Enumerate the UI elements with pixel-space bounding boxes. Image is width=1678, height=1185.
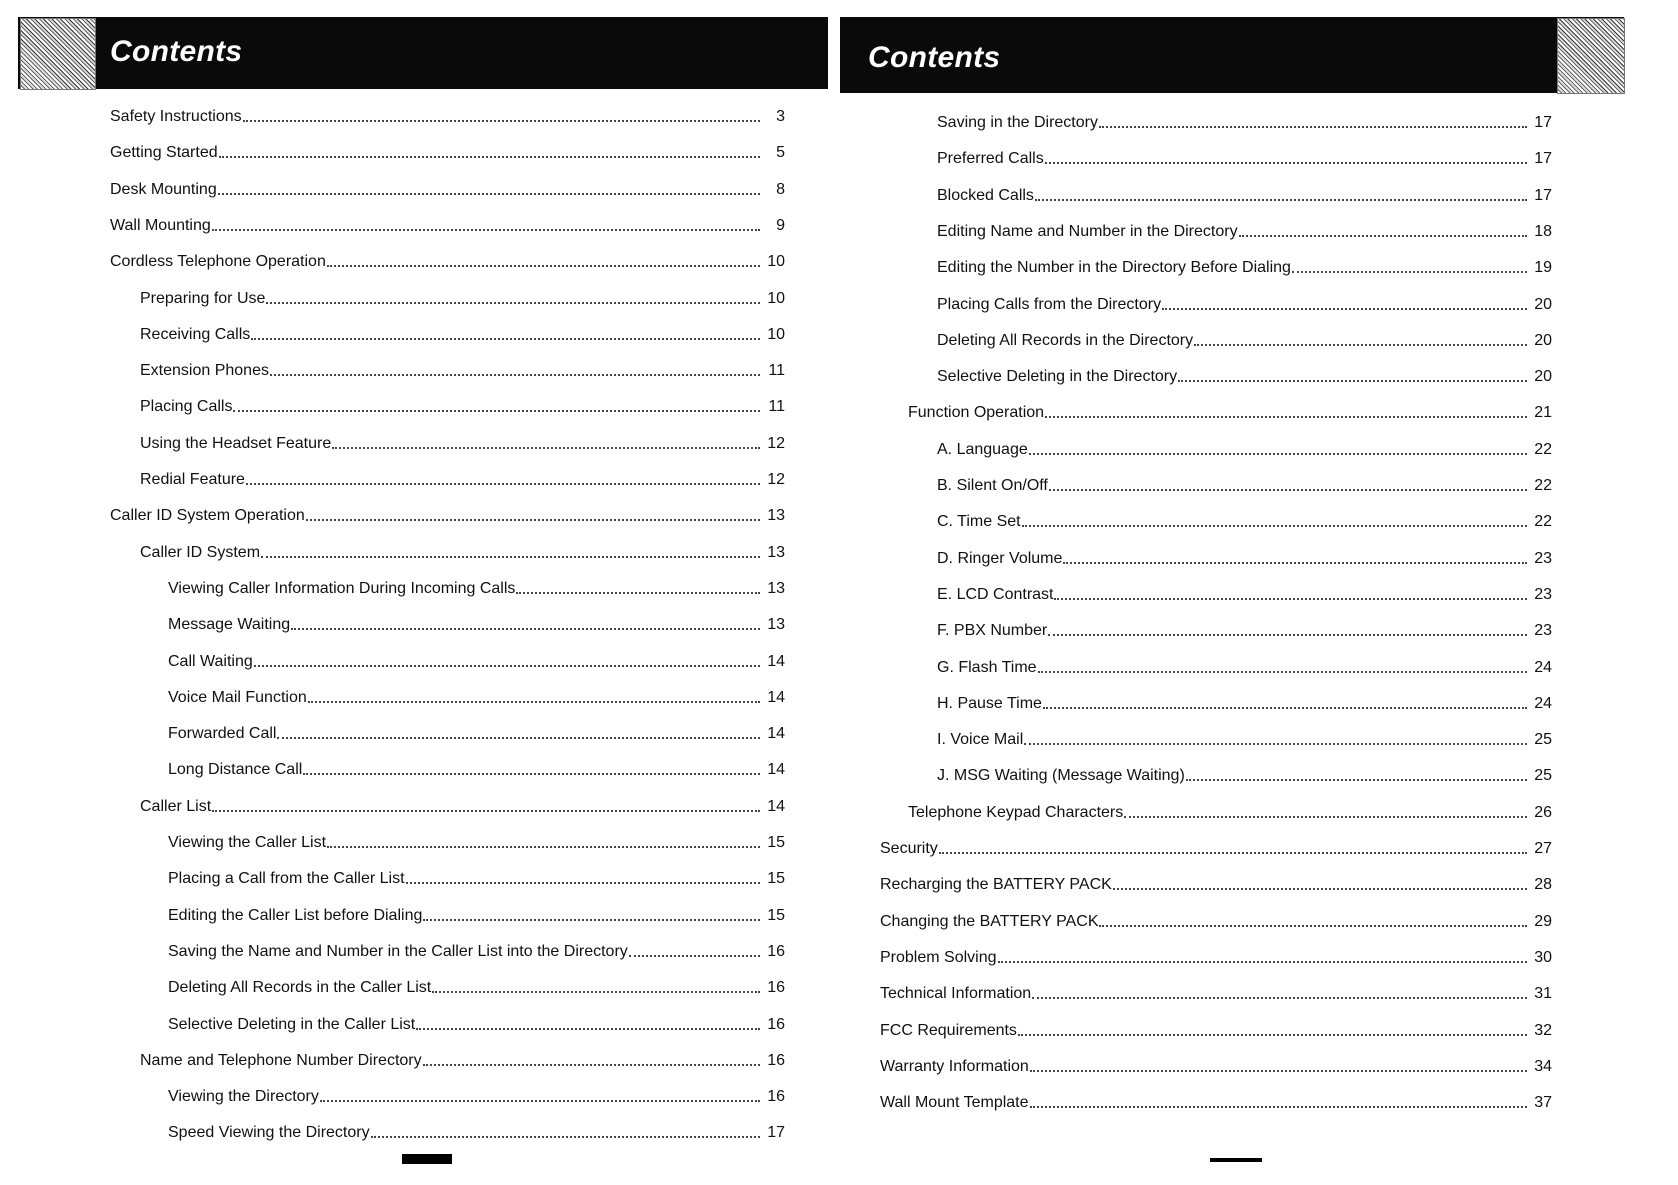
toc-entry-page: 19 <box>1534 259 1552 277</box>
toc-entry-title: H. Pause Time <box>937 694 1042 712</box>
toc-leader-dots <box>291 628 760 630</box>
toc-entry-title: G. Flash Time <box>937 658 1037 676</box>
toc-leader-dots <box>212 229 760 231</box>
toc-entry <box>140 433 785 455</box>
toc-entry <box>937 548 1552 570</box>
toc-entry <box>140 796 785 818</box>
toc-entry <box>168 651 785 673</box>
toc-entry-page: 16 <box>767 942 785 960</box>
toc-leader-dots <box>219 156 760 158</box>
toc-entry <box>937 112 1552 134</box>
toc-entry <box>140 396 785 418</box>
toc-entry <box>168 578 785 600</box>
toc-entry <box>140 469 785 491</box>
toc-leader-dots <box>251 338 760 340</box>
toc-entry-title: J. MSG Waiting (Message Waiting) <box>937 767 1185 785</box>
toc-entry <box>937 729 1552 751</box>
toc-entry-title: Deleting All Records in the Directory <box>937 331 1194 349</box>
toc-entry-title: Recharging the BATTERY PACK <box>880 876 1112 894</box>
toc-leader-dots <box>233 410 760 412</box>
toc-leader-dots <box>1018 1034 1527 1036</box>
left-corner-pattern <box>20 18 96 90</box>
toc-leader-dots <box>1038 671 1527 673</box>
toc-entry-page: 21 <box>1534 404 1552 422</box>
toc-entry <box>168 1014 785 1036</box>
toc-entry-title: Warranty Information <box>880 1057 1029 1075</box>
left-page-title: Contents <box>110 35 243 68</box>
toc-entry-title: Placing a Call from the Caller List <box>168 870 405 888</box>
toc-entry <box>168 1086 785 1108</box>
right-header-bar <box>840 17 1624 93</box>
toc-entry-title: Problem Solving <box>880 948 997 966</box>
toc-entry <box>880 947 1552 969</box>
toc-entry <box>140 324 785 346</box>
toc-entry <box>168 977 785 999</box>
toc-leader-dots <box>320 1100 760 1102</box>
toc-entry <box>937 439 1552 461</box>
toc-entry-title: Desk Mounting <box>110 180 217 198</box>
toc-entry-title: Using the Headset Feature <box>140 434 332 452</box>
toc-entry-page: 25 <box>1534 767 1552 785</box>
toc-entry <box>168 941 785 963</box>
toc-entry-page: 13 <box>767 507 785 525</box>
toc-entry <box>937 693 1552 715</box>
toc-entry-title: B. Silent On/Off <box>937 477 1048 494</box>
toc-entry-title: Safety Instructions <box>110 108 242 125</box>
toc-entry-title: A. Language <box>937 440 1028 458</box>
toc-entry-page: 16 <box>767 1015 785 1033</box>
toc-entry-page: 20 <box>1534 331 1552 349</box>
toc-entry-page: 17 <box>767 1124 785 1142</box>
toc-entry-title: E. LCD Contrast <box>937 585 1054 603</box>
toc-leader-dots <box>1292 271 1527 273</box>
toc-entry-title: Voice Mail Function <box>168 688 307 706</box>
toc-entry <box>937 475 1552 497</box>
toc-entry-title: Placing Calls from the Directory <box>937 295 1162 313</box>
toc-entry-title: Technical Information <box>880 985 1032 1003</box>
toc-entry-page: 8 <box>776 180 785 198</box>
toc-leader-dots <box>246 483 760 485</box>
toc-leader-dots <box>1043 707 1527 709</box>
toc-entry-title: Security <box>880 840 938 857</box>
toc-leader-dots <box>371 1136 760 1138</box>
toc-entry-page: 5 <box>776 144 785 162</box>
toc-entry <box>140 360 785 382</box>
toc-leader-dots <box>1029 453 1527 455</box>
toc-entry <box>168 868 785 890</box>
toc-entry-page: 15 <box>767 906 785 924</box>
toc-entry-title: Preparing for Use <box>140 289 266 307</box>
toc-leader-dots <box>432 991 760 993</box>
toc-leader-dots <box>254 665 760 667</box>
toc-leader-dots <box>303 773 760 775</box>
toc-leader-dots <box>423 919 760 921</box>
toc-leader-dots <box>1030 1070 1527 1072</box>
toc-entry-page: 11 <box>768 398 785 416</box>
toc-leader-dots <box>218 193 760 195</box>
toc-entry-page: 9 <box>776 216 785 234</box>
toc-entry <box>908 402 1552 424</box>
toc-leader-dots <box>327 265 760 267</box>
toc-entry <box>937 330 1552 352</box>
toc-entry-page: 29 <box>1534 912 1552 930</box>
toc-entry-title: Caller List <box>140 797 212 815</box>
toc-entry <box>110 179 785 201</box>
toc-entry-page: 12 <box>767 434 785 452</box>
toc-leader-dots <box>1194 344 1527 346</box>
toc-entry-page: 10 <box>767 325 785 343</box>
toc-leader-dots <box>306 519 760 521</box>
toc-entry-page: 13 <box>767 579 785 597</box>
toc-entry-title: Caller ID System Operation <box>110 507 305 525</box>
toc-entry-page: 18 <box>1534 222 1552 240</box>
left-footer-bar <box>402 1154 452 1164</box>
toc-entry-page: 14 <box>767 652 785 670</box>
toc-entry-title: FCC Requirements <box>880 1021 1017 1039</box>
toc-entry-title: Deleting All Records in the Caller List <box>168 979 432 997</box>
toc-leader-dots <box>1045 416 1527 418</box>
toc-leader-dots <box>1063 562 1527 564</box>
toc-leader-dots <box>1049 489 1527 491</box>
toc-leader-dots <box>423 1064 760 1066</box>
toc-entry <box>110 505 785 527</box>
toc-entry-page: 24 <box>1534 658 1552 676</box>
toc-entry-page: 13 <box>767 616 785 634</box>
toc-entry-page: 17 <box>1534 186 1552 204</box>
toc-entry <box>140 288 785 310</box>
toc-leader-dots <box>308 701 760 703</box>
toc-entry-page: 15 <box>767 870 785 888</box>
toc-leader-dots <box>1239 235 1527 237</box>
toc-leader-dots <box>1054 598 1527 600</box>
toc-leader-dots <box>1099 925 1527 927</box>
toc-entry-title: C. Time Set <box>937 513 1021 531</box>
toc-entry-title: I. Voice Mail <box>937 731 1024 749</box>
toc-entry-page: 10 <box>767 253 785 271</box>
toc-entry <box>880 1056 1552 1078</box>
toc-entry-title: F. PBX Number <box>937 622 1048 640</box>
toc-entry-title: Changing the BATTERY PACK <box>880 912 1099 930</box>
toc-entry-title: Call Waiting <box>168 652 253 670</box>
toc-entry-title: Wall Mounting <box>110 216 211 234</box>
toc-leader-dots <box>416 1028 760 1030</box>
toc-leader-dots <box>212 810 760 812</box>
toc-entry-title: D. Ringer Volume <box>937 549 1063 567</box>
toc-entry-page: 23 <box>1534 549 1552 567</box>
toc-entry <box>937 366 1552 388</box>
toc-entry <box>880 1092 1552 1114</box>
toc-entry-page: 25 <box>1534 731 1552 749</box>
toc-leader-dots <box>1178 380 1527 382</box>
toc-entry-page: 16 <box>767 979 785 997</box>
toc-entry <box>110 142 785 164</box>
toc-entry-title: Viewing Caller Information During Incoming Calls <box>168 579 516 597</box>
toc-leader-dots <box>243 120 760 122</box>
toc-leader-dots <box>939 852 1527 854</box>
toc-entry-page: 32 <box>1534 1021 1552 1039</box>
toc-entry <box>168 905 785 927</box>
toc-entry-title: Forwarded Call <box>168 725 277 743</box>
toc-entry <box>880 911 1552 933</box>
toc-leader-dots <box>1186 779 1527 781</box>
toc-leader-dots <box>1045 162 1527 164</box>
toc-entry-page: 30 <box>1534 948 1552 966</box>
toc-entry-page: 28 <box>1534 876 1552 894</box>
toc-entry-page: 16 <box>767 1088 785 1106</box>
toc-entry-page: 23 <box>1534 622 1552 640</box>
toc-entry-page: 14 <box>767 688 785 706</box>
toc-entry-title: Selective Deleting in the Caller List <box>168 1015 416 1033</box>
right-corner-pattern <box>1557 18 1625 94</box>
toc-entry-page: 10 <box>767 289 785 307</box>
toc-entry <box>110 251 785 273</box>
toc-entry-page: 22 <box>1534 513 1552 531</box>
toc-entry-page: 37 <box>1534 1094 1552 1112</box>
toc-leader-dots <box>1022 525 1527 527</box>
toc-entry <box>140 1050 785 1072</box>
toc-entry <box>110 215 785 237</box>
toc-entry-title: Blocked Calls <box>937 186 1034 204</box>
toc-entry-page: 22 <box>1534 440 1552 458</box>
toc-leader-dots <box>261 556 760 558</box>
toc-entry-title: Message Waiting <box>168 616 291 634</box>
toc-leader-dots <box>1162 308 1527 310</box>
toc-entry-title: Saving the Name and Number in the Caller List into the Directory <box>168 942 628 960</box>
toc-entry <box>168 687 785 709</box>
toc-entry-title: Long Distance Call <box>168 761 303 779</box>
toc-entry-page: 23 <box>1534 585 1552 603</box>
toc-entry-page: 17 <box>1534 114 1552 131</box>
toc-entry-title: Redial Feature <box>140 471 245 488</box>
toc-entry-title: Viewing the Caller List <box>168 834 327 851</box>
toc-entry-page: 14 <box>767 797 785 815</box>
toc-entry-page: 12 <box>767 471 785 488</box>
toc-entry <box>937 657 1552 679</box>
toc-entry <box>937 221 1552 243</box>
toc-entry-page: 34 <box>1534 1057 1552 1075</box>
toc-entry-title: Extension Phones <box>140 362 269 380</box>
toc-leader-dots <box>327 846 760 848</box>
toc-entry-page: 17 <box>1534 150 1552 168</box>
toc-entry <box>937 185 1552 207</box>
toc-leader-dots <box>516 592 760 594</box>
toc-entry-title: Placing Calls <box>140 398 233 416</box>
right-footer-bar <box>1210 1158 1262 1162</box>
toc-entry-title: Function Operation <box>908 404 1045 422</box>
toc-entry <box>937 148 1552 170</box>
toc-entry <box>880 838 1552 860</box>
toc-entry-page: 20 <box>1534 295 1552 313</box>
toc-entry-title: Cordless Telephone Operation <box>110 253 326 271</box>
right-page-title: Contents <box>868 41 1001 74</box>
toc-leader-dots <box>1048 634 1527 636</box>
toc-entry-page: 24 <box>1534 694 1552 712</box>
toc-entry-title: Receiving Calls <box>140 325 251 343</box>
toc-leader-dots <box>270 374 760 376</box>
toc-entry-title: Viewing the Directory <box>168 1088 319 1106</box>
toc-entry <box>110 106 785 128</box>
toc-entry-page: 20 <box>1534 368 1552 386</box>
toc-leader-dots <box>1024 743 1527 745</box>
toc-entry <box>880 874 1552 896</box>
toc-entry-page: 14 <box>767 725 785 743</box>
toc-entry-title: Selective Deleting in the Directory <box>937 368 1178 386</box>
toc-leader-dots <box>1032 997 1527 999</box>
toc-entry-title: Wall Mount Template <box>880 1094 1029 1112</box>
toc-entry-title: Editing the Caller List before Dialing <box>168 906 423 924</box>
toc-entry <box>937 294 1552 316</box>
toc-leader-dots <box>1030 1106 1527 1108</box>
toc-entry <box>880 983 1552 1005</box>
toc-leader-dots <box>1113 888 1527 890</box>
toc-leader-dots <box>332 447 760 449</box>
toc-leader-dots <box>1035 199 1527 201</box>
toc-leader-dots <box>277 737 760 739</box>
toc-entry-page: 16 <box>767 1051 785 1069</box>
toc-entry <box>168 832 785 854</box>
toc-entry <box>168 723 785 745</box>
toc-entry-title: Name and Telephone Number Directory <box>140 1051 422 1069</box>
toc-entry-page: 27 <box>1534 840 1552 857</box>
toc-entry-title: Editing Name and Number in the Directory <box>937 222 1238 240</box>
toc-entry <box>140 542 785 564</box>
toc-entry-page: 22 <box>1534 477 1552 494</box>
toc-entry-title: Editing the Number in the Directory Before Dialing <box>937 259 1291 277</box>
toc-entry-title: Getting Started <box>110 144 218 162</box>
toc-entry <box>937 584 1552 606</box>
left-header-bar <box>18 17 828 89</box>
toc-entry <box>168 759 785 781</box>
toc-leader-dots <box>1124 816 1527 818</box>
toc-entry <box>937 620 1552 642</box>
toc-entry <box>880 1020 1552 1042</box>
toc-entry-title: Telephone Keypad Characters <box>908 803 1124 821</box>
toc-entry-page: 26 <box>1534 803 1552 821</box>
toc-entry-title: Caller ID System <box>140 543 261 561</box>
toc-entry-page: 11 <box>768 362 785 380</box>
toc-entry <box>937 765 1552 787</box>
toc-entry-page: 14 <box>767 761 785 779</box>
toc-entry <box>937 511 1552 533</box>
toc-leader-dots <box>1099 126 1527 128</box>
toc-entry <box>937 257 1552 279</box>
toc-entry-page: 3 <box>776 108 785 125</box>
toc-entry <box>168 1122 785 1144</box>
toc-entry-title: Preferred Calls <box>937 150 1044 168</box>
toc-entry <box>168 614 785 636</box>
toc-leader-dots <box>629 955 760 957</box>
toc-entry <box>908 802 1552 824</box>
toc-leader-dots <box>406 882 760 884</box>
toc-entry-page: 15 <box>767 834 785 851</box>
toc-entry-page: 13 <box>767 543 785 561</box>
toc-entry-title: Saving in the Directory <box>937 114 1098 131</box>
toc-leader-dots <box>266 302 760 304</box>
toc-entry-title: Speed Viewing the Directory <box>168 1124 370 1142</box>
toc-entry-page: 31 <box>1534 985 1552 1003</box>
toc-leader-dots <box>998 961 1528 963</box>
